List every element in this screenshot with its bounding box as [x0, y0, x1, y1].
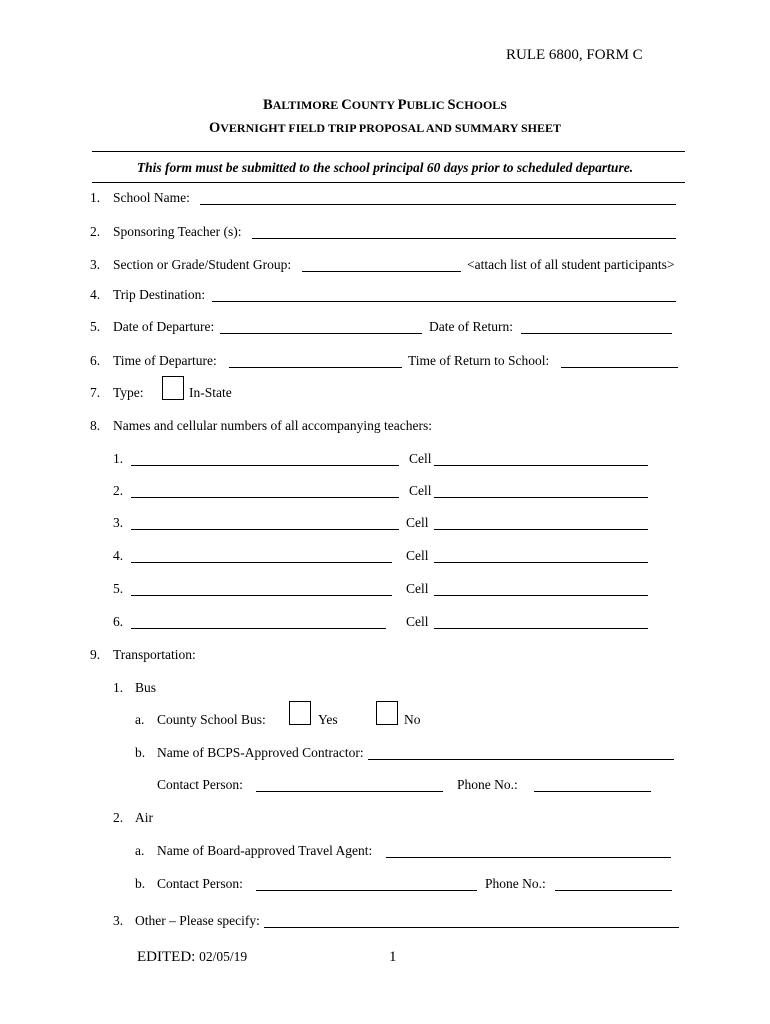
departure-time-label: Time of Departure: [113, 353, 217, 368]
sub-item-number: 3. [113, 913, 124, 928]
sub-item-number: 2. [113, 810, 124, 825]
transportation-label: Transportation: [113, 647, 196, 662]
organization-title: BALTIMORE COUNTY PUBLIC SCHOOLS [263, 97, 507, 113]
teacher-name-field[interactable] [131, 616, 386, 629]
cell-label: Cell [406, 548, 429, 563]
contact-person-label: Contact Person: [157, 777, 243, 792]
teacher-cell-field[interactable] [434, 517, 648, 530]
air-label: Air [135, 810, 153, 825]
item-number: 4. [90, 287, 101, 302]
teacher-number: 5. [113, 581, 124, 596]
departure-time-field[interactable] [229, 355, 402, 368]
sub-item-letter: a. [135, 843, 145, 858]
teacher-cell-field[interactable] [434, 485, 648, 498]
teacher-name-field[interactable] [131, 453, 399, 466]
item-number: 6. [90, 353, 101, 368]
cell-label: Cell [409, 451, 432, 466]
in-state-checkbox[interactable] [162, 376, 184, 400]
item-number: 2. [90, 224, 101, 239]
sponsoring-teacher-label: Sponsoring Teacher (s): [113, 224, 242, 239]
contractor-label: Name of BCPS-Approved Contractor: [157, 745, 364, 760]
teacher-name-field[interactable] [131, 583, 392, 596]
departure-date-field[interactable] [220, 321, 422, 334]
trip-destination-field[interactable] [212, 289, 676, 302]
type-label: Type: [113, 385, 144, 400]
teacher-name-field[interactable] [131, 517, 399, 530]
teacher-number: 1. [113, 451, 124, 466]
sub-item-number: 1. [113, 680, 124, 695]
teacher-cell-field[interactable] [434, 550, 648, 563]
teacher-name-field[interactable] [131, 485, 399, 498]
contact-person-field[interactable] [256, 779, 443, 792]
section-field[interactable] [302, 259, 461, 272]
other-field[interactable] [264, 915, 679, 928]
travel-agent-label: Name of Board-approved Travel Agent: [157, 843, 373, 858]
bus-no-checkbox[interactable] [376, 701, 398, 725]
departure-date-label: Date of Departure: [113, 319, 215, 334]
return-date-label: Date of Return: [429, 319, 513, 334]
item-number: 3. [90, 257, 101, 272]
air-contact-field[interactable] [256, 878, 477, 891]
school-name-field[interactable] [200, 192, 676, 205]
edited-stamp: EDITED: 02/05/19 [137, 949, 248, 965]
attach-list-note: <attach list of all student participants> [467, 257, 675, 272]
sub-item-letter: b. [135, 876, 146, 891]
submission-notice: This form must be submitted to the school principal 60 days prior to scheduled departure. [136, 160, 634, 175]
teacher-number: 6. [113, 614, 124, 629]
phone-label: Phone No.: [457, 777, 518, 792]
sub-item-letter: a. [135, 712, 145, 727]
sponsoring-teacher-field[interactable] [252, 226, 676, 239]
teacher-cell-field[interactable] [434, 453, 648, 466]
return-time-field[interactable] [561, 355, 678, 368]
teachers-label: Names and cellular numbers of all accompanying teachers: [113, 418, 432, 433]
section-label: Section or Grade/Student Group: [113, 257, 292, 272]
air-phone-label: Phone No.: [485, 876, 546, 891]
teacher-number: 4. [113, 548, 124, 563]
teacher-name-field[interactable] [131, 550, 392, 563]
sub-item-letter: b. [135, 745, 146, 760]
phone-field[interactable] [534, 779, 651, 792]
in-state-label: In-State [189, 385, 232, 400]
teacher-number: 3. [113, 515, 124, 530]
form-rule-label: RULE 6800, FORM C [506, 47, 643, 63]
air-phone-field[interactable] [555, 878, 672, 891]
item-number: 7. [90, 385, 101, 400]
item-number: 9. [90, 647, 101, 662]
item-number: 1. [90, 190, 101, 205]
teacher-cell-field[interactable] [434, 583, 648, 596]
trip-destination-label: Trip Destination: [113, 287, 206, 302]
header-divider-bottom [92, 182, 685, 183]
item-number: 5. [90, 319, 101, 334]
cell-label: Cell [406, 581, 429, 596]
teacher-cell-field[interactable] [434, 616, 648, 629]
header-divider-top [92, 151, 685, 152]
county-bus-label: County School Bus: [157, 712, 266, 727]
contractor-field[interactable] [368, 747, 674, 760]
school-name-label: School Name: [113, 190, 190, 205]
travel-agent-field[interactable] [386, 845, 671, 858]
other-label: Other – Please specify: [135, 913, 260, 928]
teacher-number: 2. [113, 483, 124, 498]
cell-label: Cell [406, 515, 429, 530]
yes-label: Yes [318, 712, 338, 727]
no-label: No [404, 712, 421, 727]
cell-label: Cell [409, 483, 432, 498]
cell-label: Cell [406, 614, 429, 629]
form-title: OVERNIGHT FIELD TRIP PROPOSAL AND SUMMARY SHEET [208, 120, 562, 136]
return-time-label: Time of Return to School: [408, 353, 550, 368]
item-number: 8. [90, 418, 101, 433]
bus-yes-checkbox[interactable] [289, 701, 311, 725]
air-contact-label: Contact Person: [157, 876, 243, 891]
return-date-field[interactable] [521, 321, 672, 334]
bus-label: Bus [135, 680, 157, 695]
page-number: 1 [389, 949, 397, 965]
